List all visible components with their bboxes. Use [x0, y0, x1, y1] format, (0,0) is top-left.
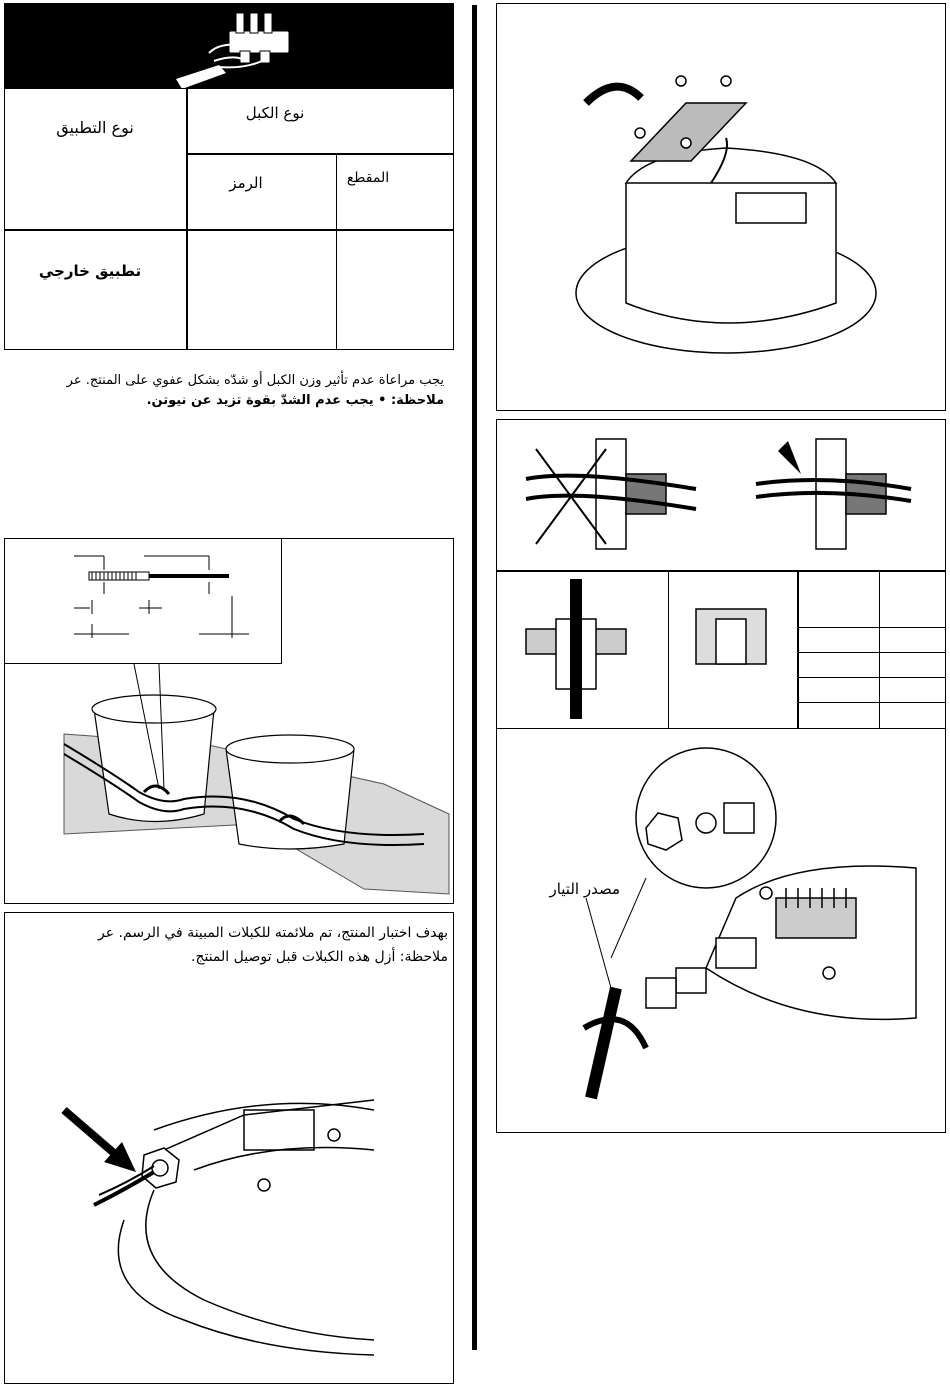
- table-divider: [4, 229, 454, 231]
- cable-type-header: نوع الكبل: [245, 104, 305, 122]
- tension-note-line1: يجب مراعاة عدم تأثير وزن الكبل أو شدّه بشكل عفوي على المنتج. عر: [66, 373, 444, 388]
- power-source-label: مصدر التيار: [549, 880, 620, 898]
- test-note-line1: بهدف اختبار المنتج، تم ملائمته للكبلات المبينة في الرسم. عر: [98, 925, 448, 941]
- cable-strip-lengths-illustration: [4, 538, 282, 664]
- table-header-banner: [4, 3, 454, 89]
- application-type-header: نوع التطبيق: [56, 118, 134, 137]
- column-divider: [472, 5, 477, 1350]
- tension-note-line2: ملاحظة: • يجب عدم الشدّ بقوة تزيد عن نيوتن.: [146, 393, 444, 408]
- section-header: المقطع: [346, 170, 390, 186]
- table-divider: [186, 88, 188, 350]
- pretest-cable-illustration: [4, 1090, 454, 1360]
- terminal-block-icon: [4, 3, 454, 89]
- table-divider: [336, 153, 337, 350]
- installed-fixtures-illustration: [4, 664, 454, 904]
- cable-gland-illustration: [496, 419, 946, 729]
- test-note-line2: ملاحظة: أزل هذه الكبلات قبل توصيل المنتج.: [191, 949, 448, 965]
- symbol-header: الرمز: [229, 174, 263, 192]
- table-divider: [186, 153, 454, 155]
- power-connection-illustration: [496, 728, 946, 1133]
- outdoor-application-cell: تطبيق خارجي: [38, 262, 142, 280]
- cover-removal-illustration: [496, 3, 946, 411]
